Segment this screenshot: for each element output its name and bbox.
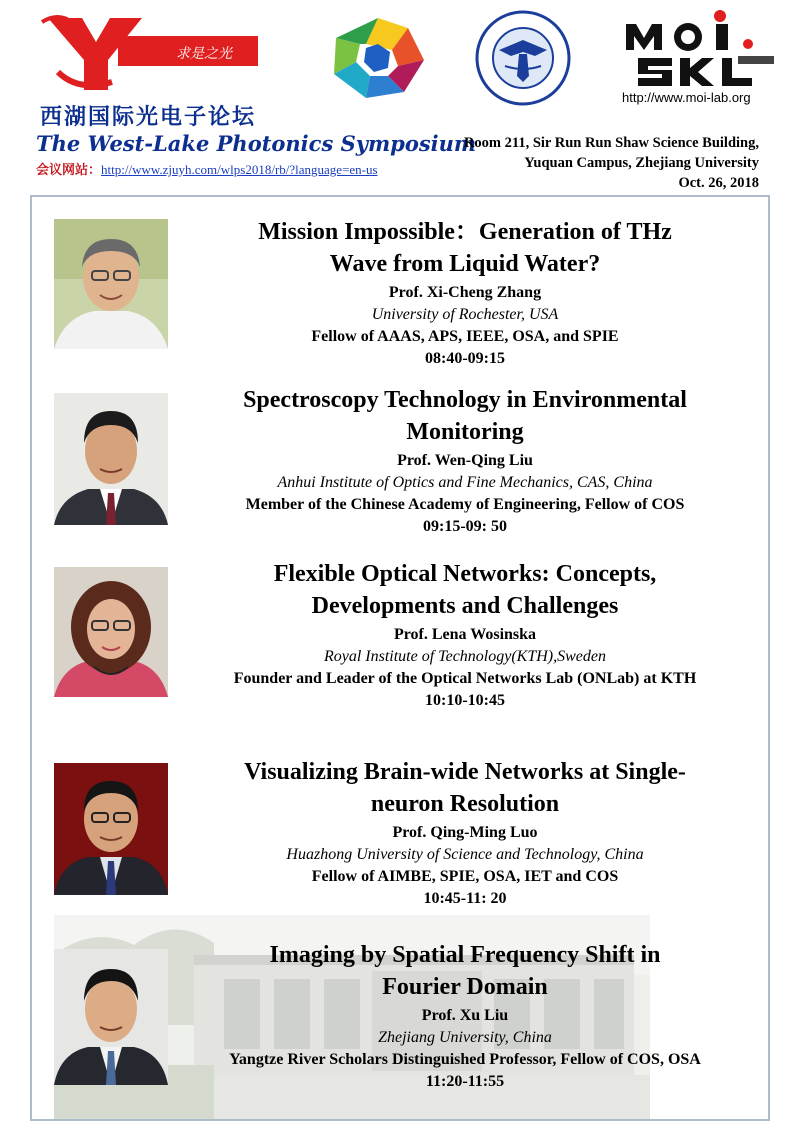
talk-title <box>182 558 748 622</box>
speaker-name: Prof. Wen-Qing Liu <box>397 452 533 469</box>
talk-title-line-2: Monitoring <box>406 419 524 445</box>
talk-title-line-1: Imaging by Spatial Frequency Shift in <box>269 942 661 968</box>
speaker-institution: Royal Institute of Technology(KTH),Sweden <box>323 648 607 665</box>
talk-time: 10:45-11: 20 <box>423 890 507 907</box>
website-row <box>36 159 378 178</box>
speaker-photo-liu-wenqing <box>54 393 168 525</box>
talk-1-details <box>182 216 748 370</box>
speaker-name: Prof. Lena Wosinska <box>393 626 537 643</box>
talk-title-line-1: Visualizing Brain-wide Networks at Single- <box>244 759 686 785</box>
logo1-text: 求是之光 <box>176 46 232 62</box>
talk-title <box>182 939 748 1003</box>
talk-3-details <box>182 558 748 712</box>
speaker-institution: Zhejiang University, China <box>378 1029 552 1046</box>
venue-info <box>464 133 759 193</box>
talk-4-details <box>182 756 748 910</box>
program-panel <box>30 195 770 1121</box>
speaker-name: Prof. Xi-Cheng Zhang <box>388 284 542 301</box>
speaker-honors: Fellow of AIMBE, SPIE, OSA, IET and COS <box>311 868 619 885</box>
talk-title-line-2: Developments and Challenges <box>311 593 619 619</box>
symposium-title-english: The West-Lake Photonics Symposium <box>36 131 477 156</box>
moi-lab-url[interactable]: http://www.moi-lab.org <box>622 90 751 105</box>
talk-time: 09:15-09: 50 <box>423 518 507 535</box>
talk-title <box>182 756 748 820</box>
talk-title-line-1: Mission Impossible：Generation of THz <box>258 219 672 245</box>
speaker-institution: University of Rochester, USA <box>371 306 559 323</box>
speaker-photo-luo <box>54 763 168 895</box>
zju-light-logo <box>38 12 260 94</box>
speaker-name: Prof. Xu Liu <box>421 1007 509 1024</box>
talk-title-line-2: neuron Resolution <box>370 791 560 817</box>
symposium-title-chinese: 西湖国际光电子论坛 <box>40 104 257 129</box>
talk-time: 10:10-10:45 <box>425 692 505 709</box>
talk-2-details <box>182 384 748 538</box>
speaker-name: Prof. Qing-Ming Luo <box>392 824 538 841</box>
symposium-pinwheel-logo <box>326 14 430 102</box>
talk-time: 11:20-11:55 <box>425 1073 505 1090</box>
speaker-institution: Anhui Institute of Optics and Fine Mechanics, CAS, China <box>277 474 653 491</box>
speaker-photo-zhang <box>54 219 168 349</box>
speaker-photo-wosinska <box>54 567 168 697</box>
speaker-honors: Member of the Chinese Academy of Engineering, Fellow of COS <box>245 496 685 513</box>
venue-line-2: Yuquan Campus, Zhejiang University <box>524 155 759 171</box>
speaker-institution: Huazhong University of Science and Technology, China <box>286 846 644 863</box>
event-date: Oct. 26, 2018 <box>678 175 759 191</box>
zhejiang-university-seal <box>475 10 571 106</box>
talk-5-details <box>182 939 748 1093</box>
speaker-honors: Fellow of AAAS, APS, IEEE, OSA, and SPIE <box>311 328 619 345</box>
talk-title-line-2: Fourier Domain <box>382 974 548 1000</box>
talk-time: 08:40-09:15 <box>425 350 505 367</box>
website-link[interactable]: http://www.zjuyh.com/wlps2018/rb/?language=en-us <box>101 162 378 177</box>
speaker-honors: Founder and Leader of the Optical Networks Lab (ONLab) at KTH <box>233 670 697 687</box>
talk-title-line-1: Flexible Optical Networks: Concepts, <box>273 561 657 587</box>
speaker-photo-liu-xu <box>54 949 168 1085</box>
venue-line-1: Room 211, Sir Run Run Shaw Science Building, <box>463 135 759 151</box>
talk-title-line-1: Spectroscopy Technology in Environmental <box>243 387 687 413</box>
talk-title-line-2: Wave from Liquid Water? <box>329 251 601 277</box>
speaker-honors: Yangtze River Scholars Distinguished Professor, Fellow of COS, OSA <box>229 1051 701 1068</box>
website-label: 会议网站： <box>36 162 102 177</box>
talk-title <box>182 216 748 280</box>
talk-title <box>182 384 748 448</box>
